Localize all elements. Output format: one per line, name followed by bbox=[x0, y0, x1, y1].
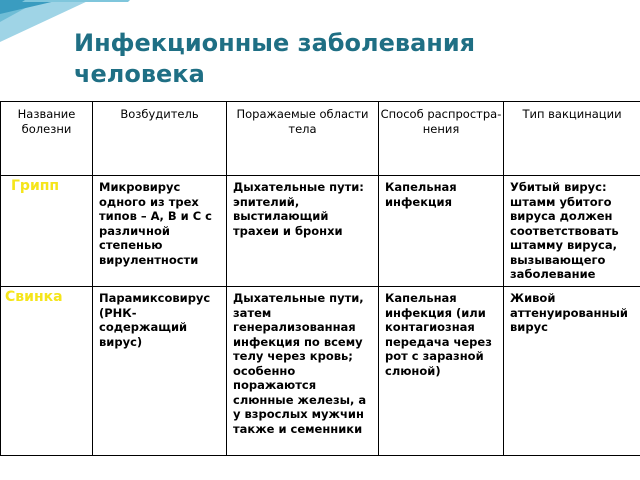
diseases-table bbox=[0, 101, 640, 456]
column-header-vaccine: Тип вакцинации bbox=[504, 102, 640, 176]
column-header-pathogen: Возбудитель bbox=[93, 102, 227, 176]
pathogen-cell: Парамиксовирус (РНК-содержащий вирус) bbox=[93, 287, 227, 456]
areas-cell: Дыхательные пути, затем генерализованная инфекция по всему телу через кровь; особенно поражаются слюнные железы, а у взрослых мужчин также и семенники bbox=[227, 287, 379, 456]
transmission-cell: Капельная инфекция bbox=[379, 176, 504, 287]
column-header-areas: Поражаемые области тела bbox=[227, 102, 379, 176]
areas-cell: Дыхательные пути: эпителий, выстилающий трахеи и бронхи bbox=[227, 176, 379, 287]
table-header-row bbox=[1, 102, 640, 176]
corner-shape-stripe bbox=[22, 0, 130, 2]
column-header-transmission: Способ распростра-нения bbox=[379, 102, 504, 176]
transmission-cell: Капельная инфекция (или контагиозная передача через рот с заразной слюной) bbox=[379, 287, 504, 456]
pathogen-cell: Микровирус одного из трех типов – А, В и С с различной степенью вирулентности bbox=[93, 176, 227, 287]
vaccine-cell: Убитый вирус: штамм убитого вируса должен соответствовать штамму вируса, вызывающего заболевание bbox=[504, 176, 640, 287]
table-row bbox=[1, 287, 640, 456]
page-title: Инфекционные заболевания человека bbox=[74, 29, 476, 88]
disease-name-cell: Грипп bbox=[1, 176, 93, 287]
table-row bbox=[1, 176, 640, 287]
vaccine-cell: Живой аттенуированный вирус bbox=[504, 287, 640, 456]
disease-name-cell: Свинка bbox=[1, 287, 93, 456]
column-header-disease: Название болезни bbox=[1, 102, 93, 176]
